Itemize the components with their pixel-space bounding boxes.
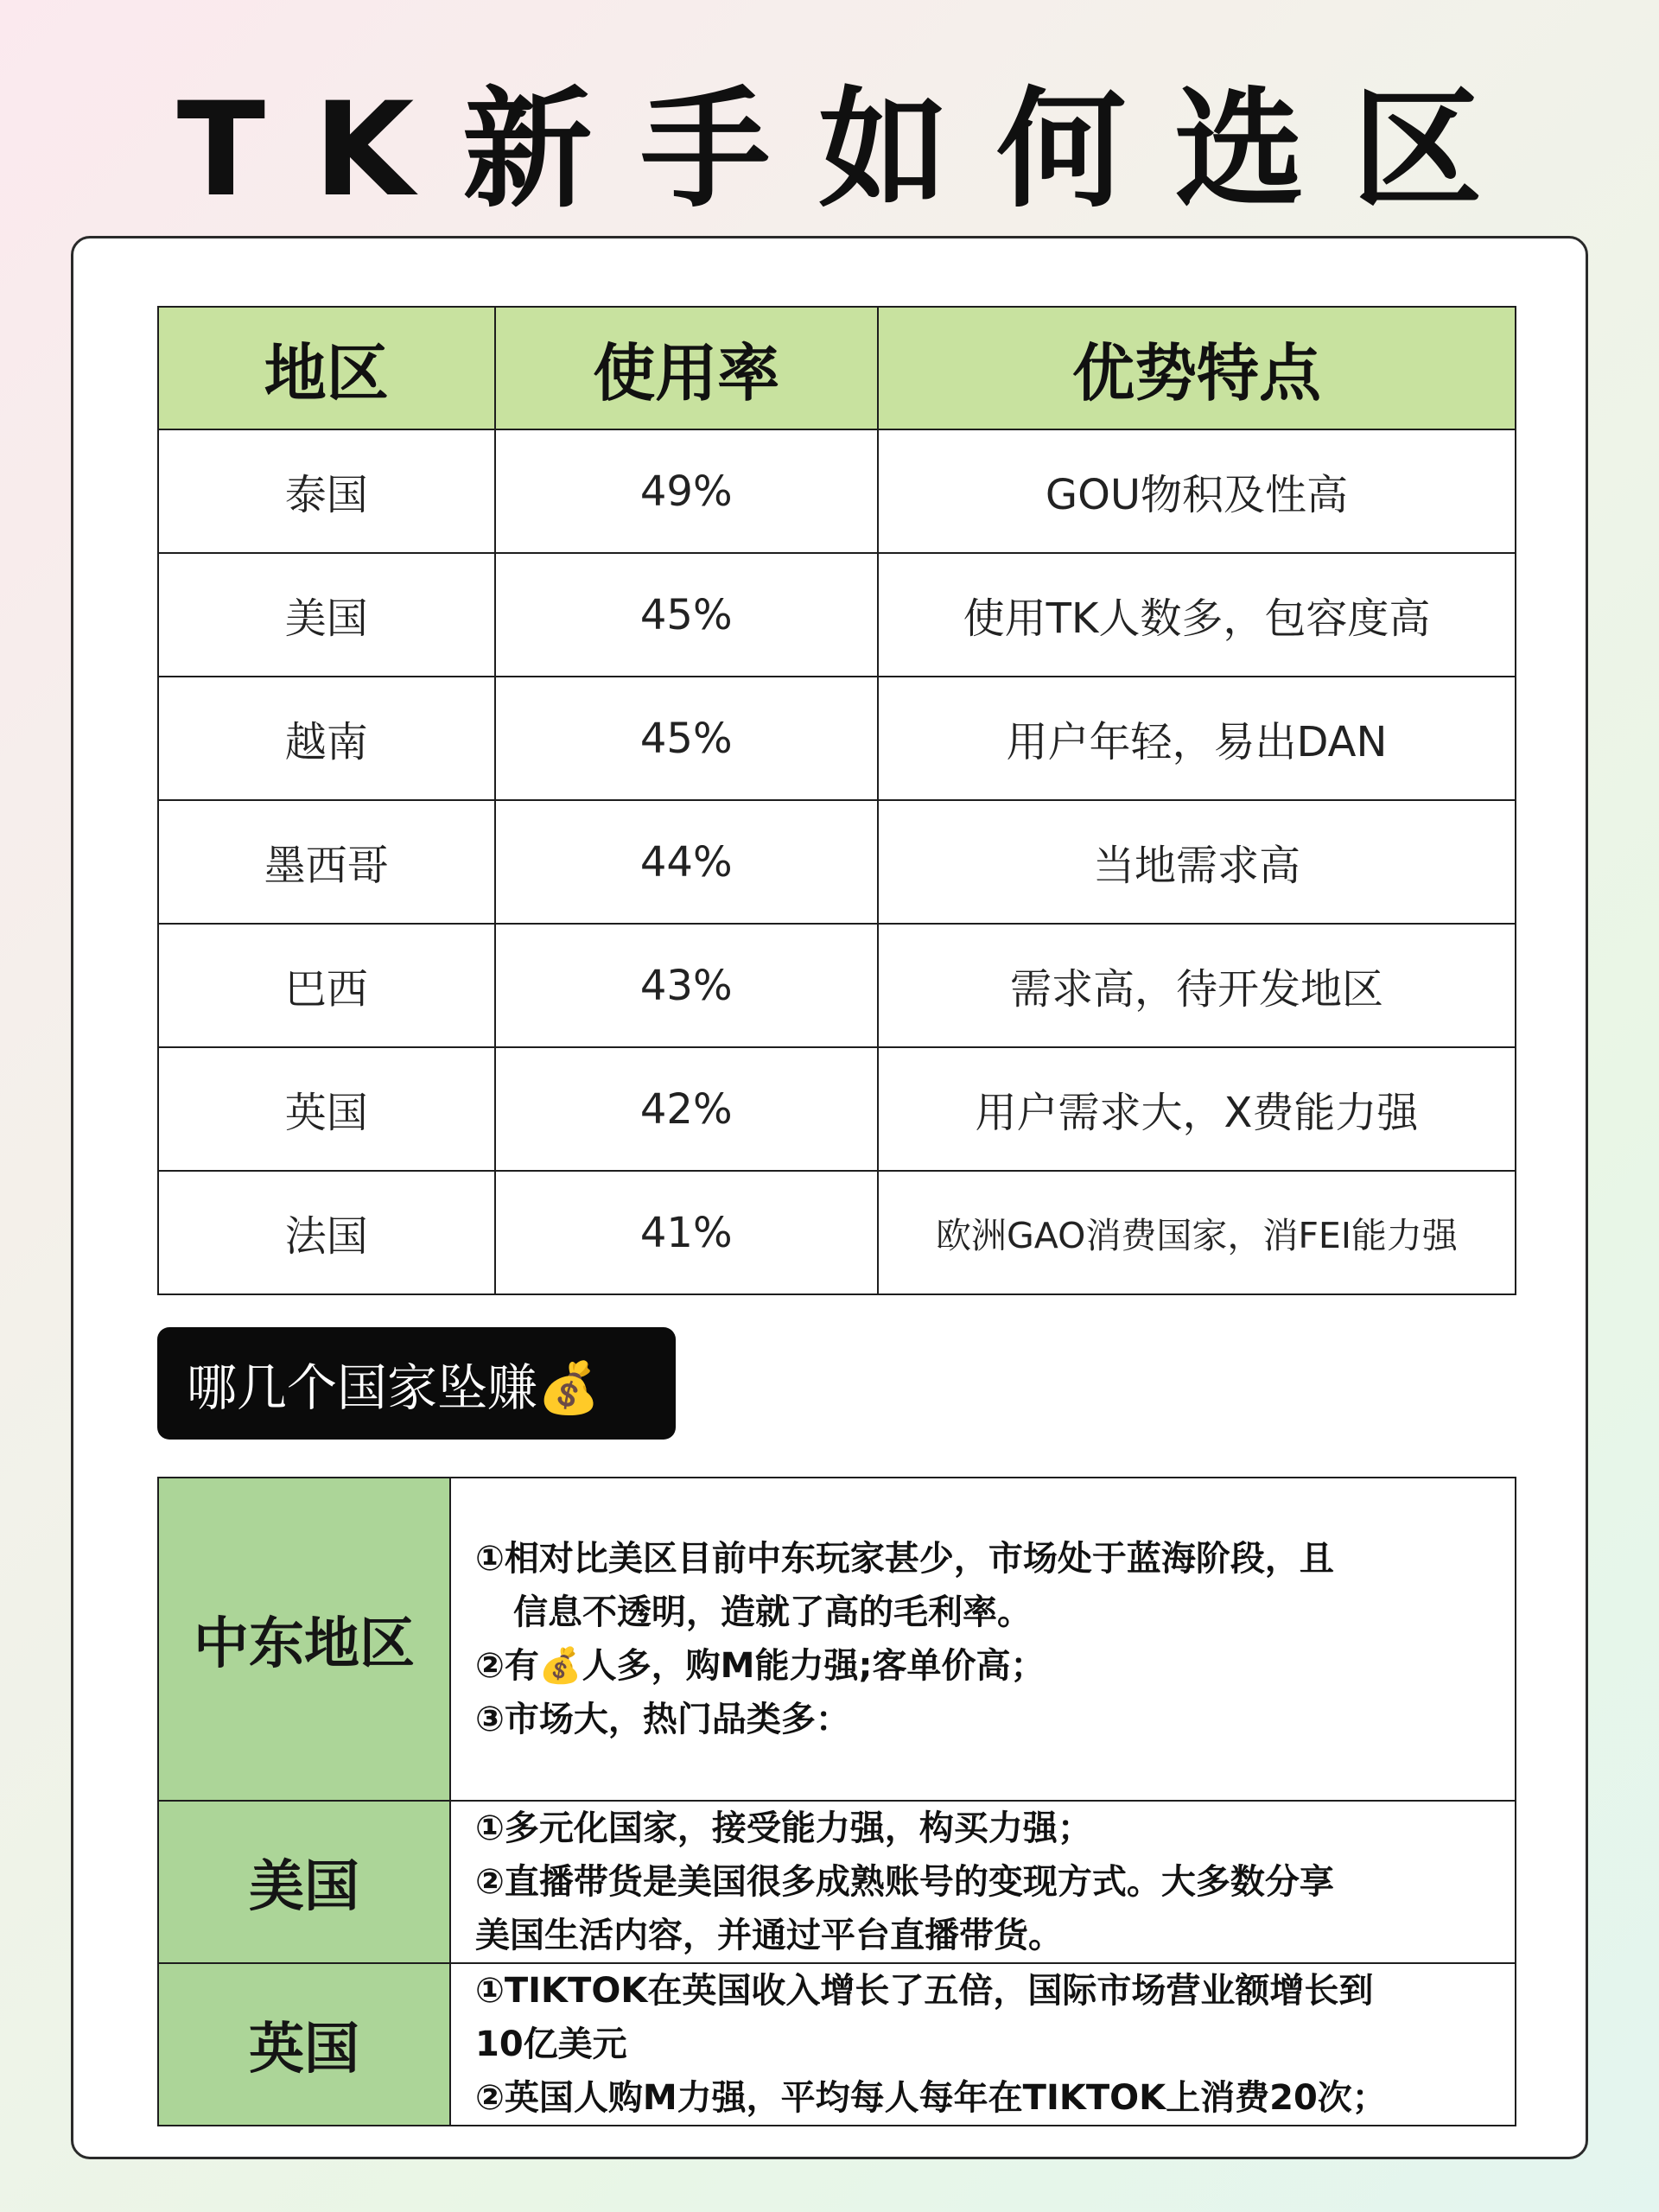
cell-advantage: 需求高，待开发地区 [878, 924, 1516, 1047]
cell-region: 法国 [158, 1171, 495, 1294]
description-line: 信息不透明，造就了高的毛利率。 [513, 1592, 1032, 1632]
table-row [158, 1478, 1516, 1801]
cell-description [450, 1478, 1516, 1801]
cell-region-usa: 美国 [158, 1801, 450, 1963]
cell-advantage: 用户需求大，X费能力强 [878, 1047, 1516, 1171]
page-title: TK新手如何选区 [176, 75, 1531, 226]
table-header-row [158, 307, 1516, 429]
cell-region: 巴西 [158, 924, 495, 1047]
cell-advantage: 当地需求高 [878, 800, 1516, 924]
description-line: ②英国人购M力强，平均每人每年在TIKTOK上消费20次； [475, 2078, 1387, 2118]
table-row [158, 924, 1516, 1047]
region-usage-table [157, 306, 1516, 1295]
table-row [158, 1963, 1516, 2126]
table-row [158, 677, 1516, 800]
table-row [158, 1801, 1516, 1963]
cell-description [450, 1963, 1516, 2126]
header-region: 地区 [158, 307, 495, 429]
description-line: ①TIKTOK在英国收入增长了五倍，国际市场营业额增长到 [475, 1971, 1374, 2011]
cell-advantage: GOU物积及性高 [878, 429, 1516, 553]
cell-advantage: 欧洲GAO消费国家，消FEI能力强 [878, 1171, 1516, 1294]
cell-region: 越南 [158, 677, 495, 800]
profitable-countries-table [157, 1477, 1516, 2126]
cell-rate: 49% [495, 429, 878, 553]
cell-region-uk: 英国 [158, 1963, 450, 2126]
table-row [158, 429, 1516, 553]
cell-region: 墨西哥 [158, 800, 495, 924]
table-row [158, 553, 1516, 677]
cell-rate: 41% [495, 1171, 878, 1294]
section-label: 哪几个国家坠赚💰 [157, 1327, 676, 1440]
table-row [158, 800, 1516, 924]
cell-region: 泰国 [158, 429, 495, 553]
cell-rate: 43% [495, 924, 878, 1047]
description-line: 美国生活内容，并通过平台直播带货。 [475, 1916, 1063, 1955]
cell-rate: 44% [495, 800, 878, 924]
cell-rate: 42% [495, 1047, 878, 1171]
description-line: ③市场大，热门品类多： [475, 1700, 850, 1739]
description-line: ②直播带货是美国很多成熟账号的变现方式。大多数分享 [475, 1862, 1334, 1902]
description-line: 10亿美元 [475, 2024, 627, 2064]
description-line: ①多元化国家，接受能力强，构买力强； [475, 1808, 1092, 1848]
table-row [158, 1047, 1516, 1171]
content-card [71, 236, 1588, 2159]
cell-region-middle-east: 中东地区 [158, 1478, 450, 1801]
cell-description [450, 1801, 1516, 1963]
description-line: ②有💰人多，购M能力强;客单价高； [475, 1646, 1046, 1686]
cell-advantage: 使用TK人数多，包容度高 [878, 553, 1516, 677]
header-usage-rate: 使用率 [495, 307, 878, 429]
cell-region: 英国 [158, 1047, 495, 1171]
cell-region: 美国 [158, 553, 495, 677]
header-advantages: 优势特点 [878, 307, 1516, 429]
cell-advantage: 用户年轻，易出DAN [878, 677, 1516, 800]
description-line: ①相对比美区目前中东玩家甚少，市场处于蓝海阶段，且 [475, 1539, 1334, 1579]
cell-rate: 45% [495, 677, 878, 800]
table-row [158, 1171, 1516, 1294]
cell-rate: 45% [495, 553, 878, 677]
